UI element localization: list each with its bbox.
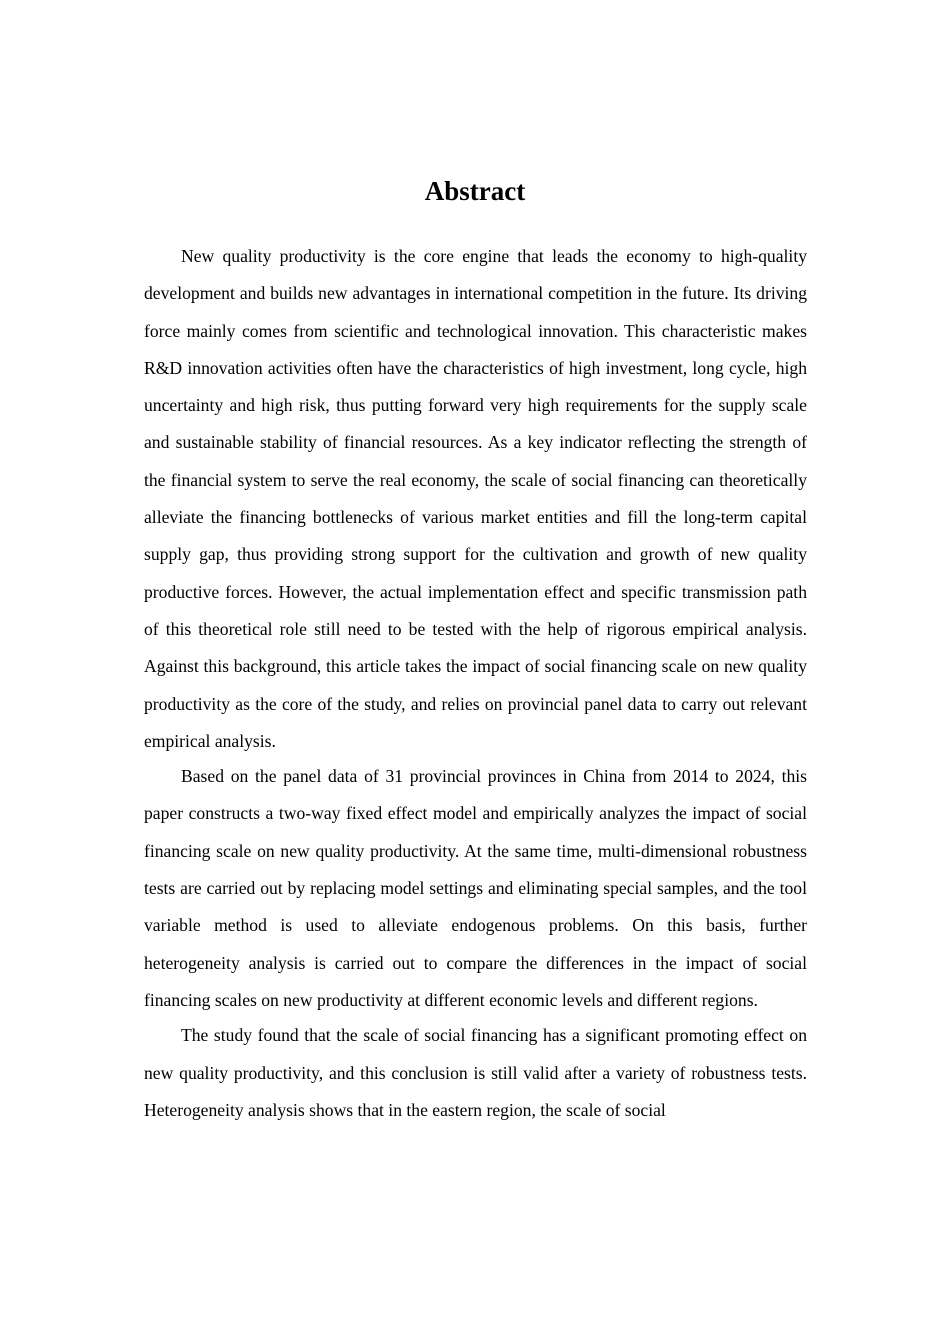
- abstract-paragraph: Based on the panel data of 31 provincial provinces in China from 2014 to 2024, this paper constructs a two-way fixed effect model and empirically analyzes the impact of social financing scale on new quality productivity. At the same time, multi-dimensional robustness tests are carried out by replacing model settings and eliminating special samples, and the tool variable method is used to alleviate endogenous problems. On this basis, further heterogeneity analysis is carried out to compare the differences in the impact of social financing scales on new productivity at different economic levels and different regions.: [144, 766, 807, 1010]
- abstract-paragraph: The study found that the scale of social financing has a significant promoting effect on new quality productivity, and this conclusion is still valid after a variety of robustness tests. Heterogeneity analysis shows that in the eastern region, the scale of social: [144, 1025, 807, 1120]
- abstract-paragraph: New quality productivity is the core engine that leads the economy to high-quality development and builds new advantages in international competition in the future. Its driving force mainly comes from scientific and technological innovation. This characteristic makes R&D innovation activities often have the characteristics of high investment, long cycle, high uncertainty and high risk, thus putting forward very high requirements for the supply scale and sustainable stability of financial resources. As a key indicator reflecting the strength of the financial system to serve the real economy, the scale of social financing can theoretically alleviate the financing bottlenecks of various market entities and fill the long-term capital supply gap, thus providing strong support for the cultivation and growth of new quality productive forces. However, the actual implementation effect and specific transmission path of this theoretical role still need to be tested with the help of rigorous empirical analysis. Against this background, this article takes the impact of social financing scale on new quality productivity as the core of the study, and relies on provincial panel data to carry out relevant empirical analysis.: [144, 246, 807, 751]
- abstract-title: Abstract: [424, 176, 526, 206]
- abstract-body: [144, 238, 807, 1129]
